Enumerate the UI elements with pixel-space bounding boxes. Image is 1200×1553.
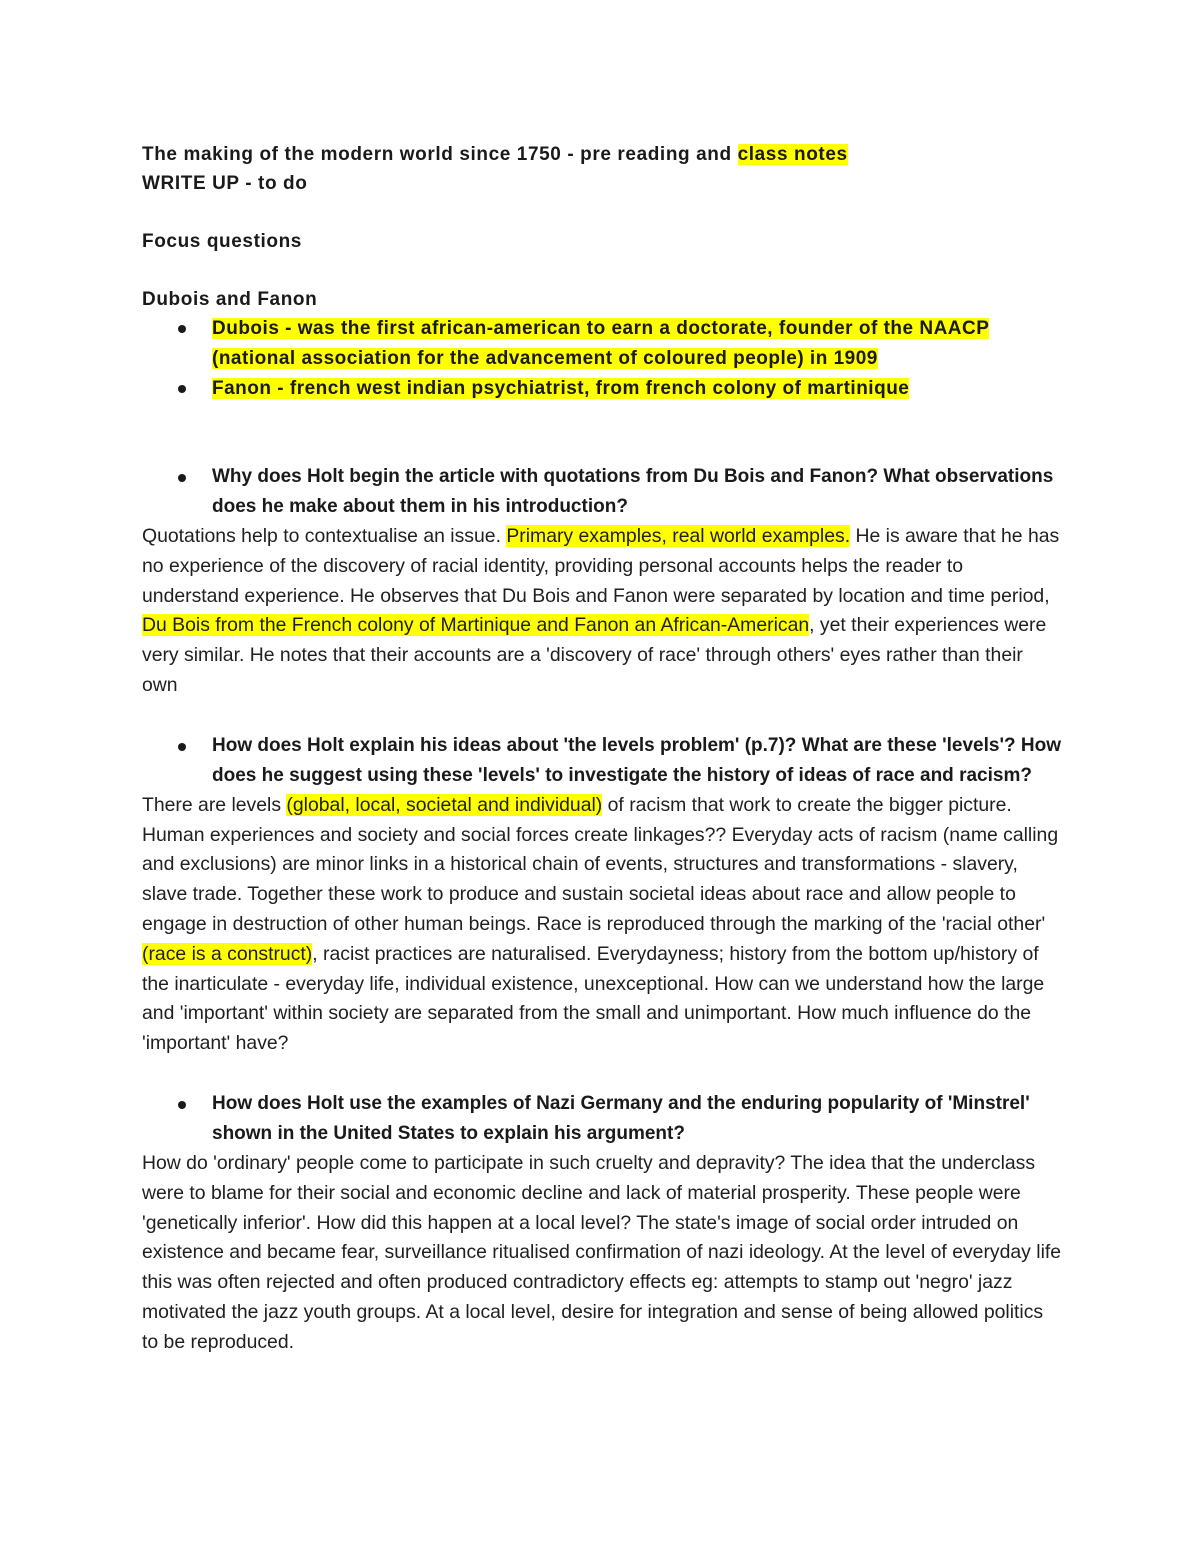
bullet-icon <box>178 325 186 333</box>
answer-highlight: Primary examples, real world examples. <box>506 525 851 547</box>
bullet-icon <box>178 385 186 393</box>
document-subtitle: WRITE UP - to do <box>142 173 308 194</box>
question-text: How does Holt explain his ideas about 'the levels problem' (p.7)? What are these 'levels'? How does he suggest using these 'levels' to investigate the history of ideas of race and racism? <box>212 734 1061 786</box>
bullet-icon <box>178 743 186 751</box>
answer-paragraph <box>142 791 1062 1059</box>
answer-highlight: (global, local, societal and individual) <box>286 793 603 816</box>
question-list <box>142 1089 1062 1149</box>
title-text: The making of the modern world since 1750 - pre reading and <box>142 144 738 165</box>
question-text: Why does Holt begin the article with quotations from Du Bois and Fanon? What observations does he make about them in his introduction? <box>212 466 1054 517</box>
document-body <box>142 140 1062 1358</box>
answer-text: Quotations help to contextualise an issue. <box>142 525 507 547</box>
fact-text: Dubois - was the first african-american to earn a doctorate, founder of the NAACP (national association for the advancement of coloured people) in 1909 <box>212 318 990 369</box>
section-heading: Dubois and Fanon <box>142 289 318 310</box>
bullet-icon <box>178 1101 186 1109</box>
focus-questions-heading: Focus questions <box>142 231 302 252</box>
question-text: How does Holt use the examples of Nazi Germany and the enduring popularity of 'Minstrel' shown in the United States to explain his argument? <box>212 1092 1030 1144</box>
question-item <box>142 731 1062 791</box>
list-item <box>142 374 1062 404</box>
fact-text: Fanon - french west indian psychiatrist, from french colony of martinique <box>212 378 910 399</box>
question-list <box>142 731 1062 791</box>
facts-list <box>142 314 1062 404</box>
answer-highlight: (race is a construct) <box>142 942 313 965</box>
question-list <box>142 462 1062 522</box>
answer-text: , yet their experiences were very similar. He notes that their accounts are a 'discovery of race' through others' eyes rather than their own <box>142 614 1047 696</box>
bullet-icon <box>178 474 186 482</box>
title-highlight: class notes <box>737 144 848 165</box>
answer-text: How do 'ordinary' people come to participate in such cruelty and depravity? The idea that the underclass were to blame for their social and economic decline and lack of material prosperity. These people were 'genetically inferior'. How did this happen at a local level? The state's image of social order intruded on existence and became fear, surveillance ritualised confirmation of nazi ideology. At the level of everyday life this was often rejected and often produced contradictory effects eg: attempts to stamp out 'negro' jazz motivated the jazz youth groups. At a local level, desire for integration and sense of being allowed politics to be reproduced. <box>142 1151 1062 1353</box>
answer-paragraph <box>142 1149 1062 1358</box>
answer-text: He is aware that he has no experience of the discovery of racial identity, providing personal accounts helps the reader to understand experience. He observes that Du Bois and Fanon were separated by location and time period, <box>142 525 1060 607</box>
answer-paragraph <box>142 522 1062 701</box>
question-item <box>142 1089 1062 1149</box>
list-item <box>142 314 1062 374</box>
answer-text: There are levels <box>142 793 287 816</box>
document-title <box>142 140 1062 169</box>
answer-highlight: Du Bois from the French colony of Martinique and Fanon an African-American <box>142 614 810 637</box>
question-item <box>142 462 1062 522</box>
answer-text: , racist practices are naturalised. Everydayness; history from the bottom up/history of the inarticulate - everyday life, individual existence, unexceptional. How can we understand how the large and 'important' within society are separated from the small and unimportant. How much influence do the 'important' have? <box>142 942 1045 1055</box>
answer-text: of racism that work to create the bigger picture. Human experiences and society and social forces create linkages?? Everyday acts of racism (name calling and exclusions) are minor links in a historical chain of events, structures and transformations - slavery, slave trade. Together these work to produce and sustain societal ideas about race and allow people to engage in destruction of other human beings. Race is reproduced through the marking of the 'racial other' <box>142 793 1059 935</box>
